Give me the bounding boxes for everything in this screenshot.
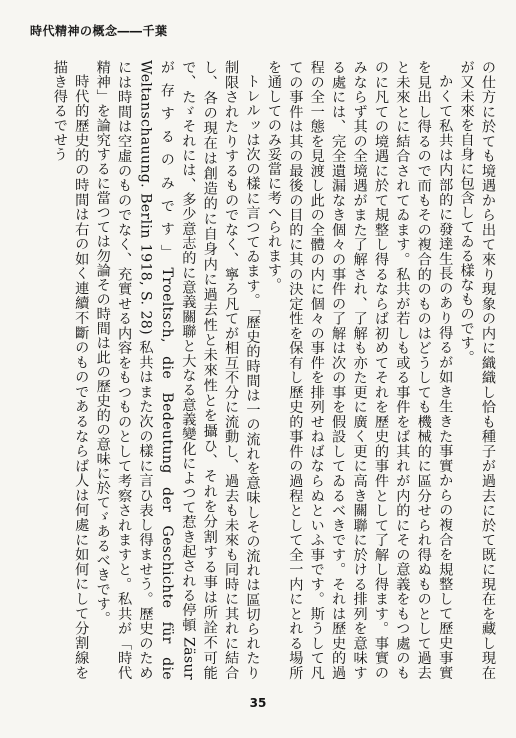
body-text bbox=[18, 60, 498, 680]
paragraph-3: トレルッは次の樣に言つてゐます。「歷史的時間は一の流れを意味しその流れは區切られたり制限されたりするものでなく、寧ろ凡てが相互不分に流動し、過去も未來も同時に其れに結合し、各の現在は創造的に自身内に過去性と未來性とを攝ひ、それを分割する事は所詮不可能で、たゞそれには、多少意志的に意義關聯と大なる意義變化によつて惹き起される停頓 Zäsur が存するのみです」Troeltsch, die Bedeutung der Geschichte für die Weltanschauung. Berlin 1918, S. 28) 私共はまた次の樣に言ひ表し得ませう。歷史のためには時間は空虛のものでなく、充實せる内容をもつものとして考察されますと。私共が「時代精神」を論究するに當つては勿論その時間は此の歷史的の意味に於てゞあるべきです。 bbox=[94, 60, 261, 680]
page-number: 35 bbox=[249, 696, 267, 710]
paragraph-2: かくて私共は内部的に發達生長のあり得るが如き生きた事實からの複合を規整して歷史事實を見出し得るので而もその複合的のものはどうしても機械的に區分せられ得ぬものとして過去と未來とに結合されてゐます。私共が若しも或る事件をば其れが内的にその意義をもつ處のものに凡ての境遇に於て規整し得るならば初めてそれを歷史的事件として了解し得ます。事實のみならず其の全境遇がまた了解され、了解も亦た更に廣く更に高き關聯に於ける排列を意味する處には、完全遺漏なき個々の事件の了解は次の事を假設してゐるべきです。それは歷史的過程の全一態を見渡し此の全體の内に個々の事件を排列せねばならぬといふ事です。斯うして凡ての事件は其の最後の目的に其の決定性を保有し歷史的事件の過程として全一内にとれる場所を通してのみ妥當に考へられます。 bbox=[265, 60, 454, 680]
running-header: 時代精神の概念――千葉 bbox=[30, 24, 168, 38]
paragraph-4: 時代的歷史的の時間は右の如く連續不斷のものであるならば人は何處に如何にして分割線を描き得るでせう bbox=[51, 60, 90, 680]
paragraph-1: の仕方に於ても境遇から出て來り現象の内に織織し恰も種子が過去に於て既に現在を藏し現在が又未來を自身に包含してゐる樣なものです。 bbox=[458, 60, 496, 680]
